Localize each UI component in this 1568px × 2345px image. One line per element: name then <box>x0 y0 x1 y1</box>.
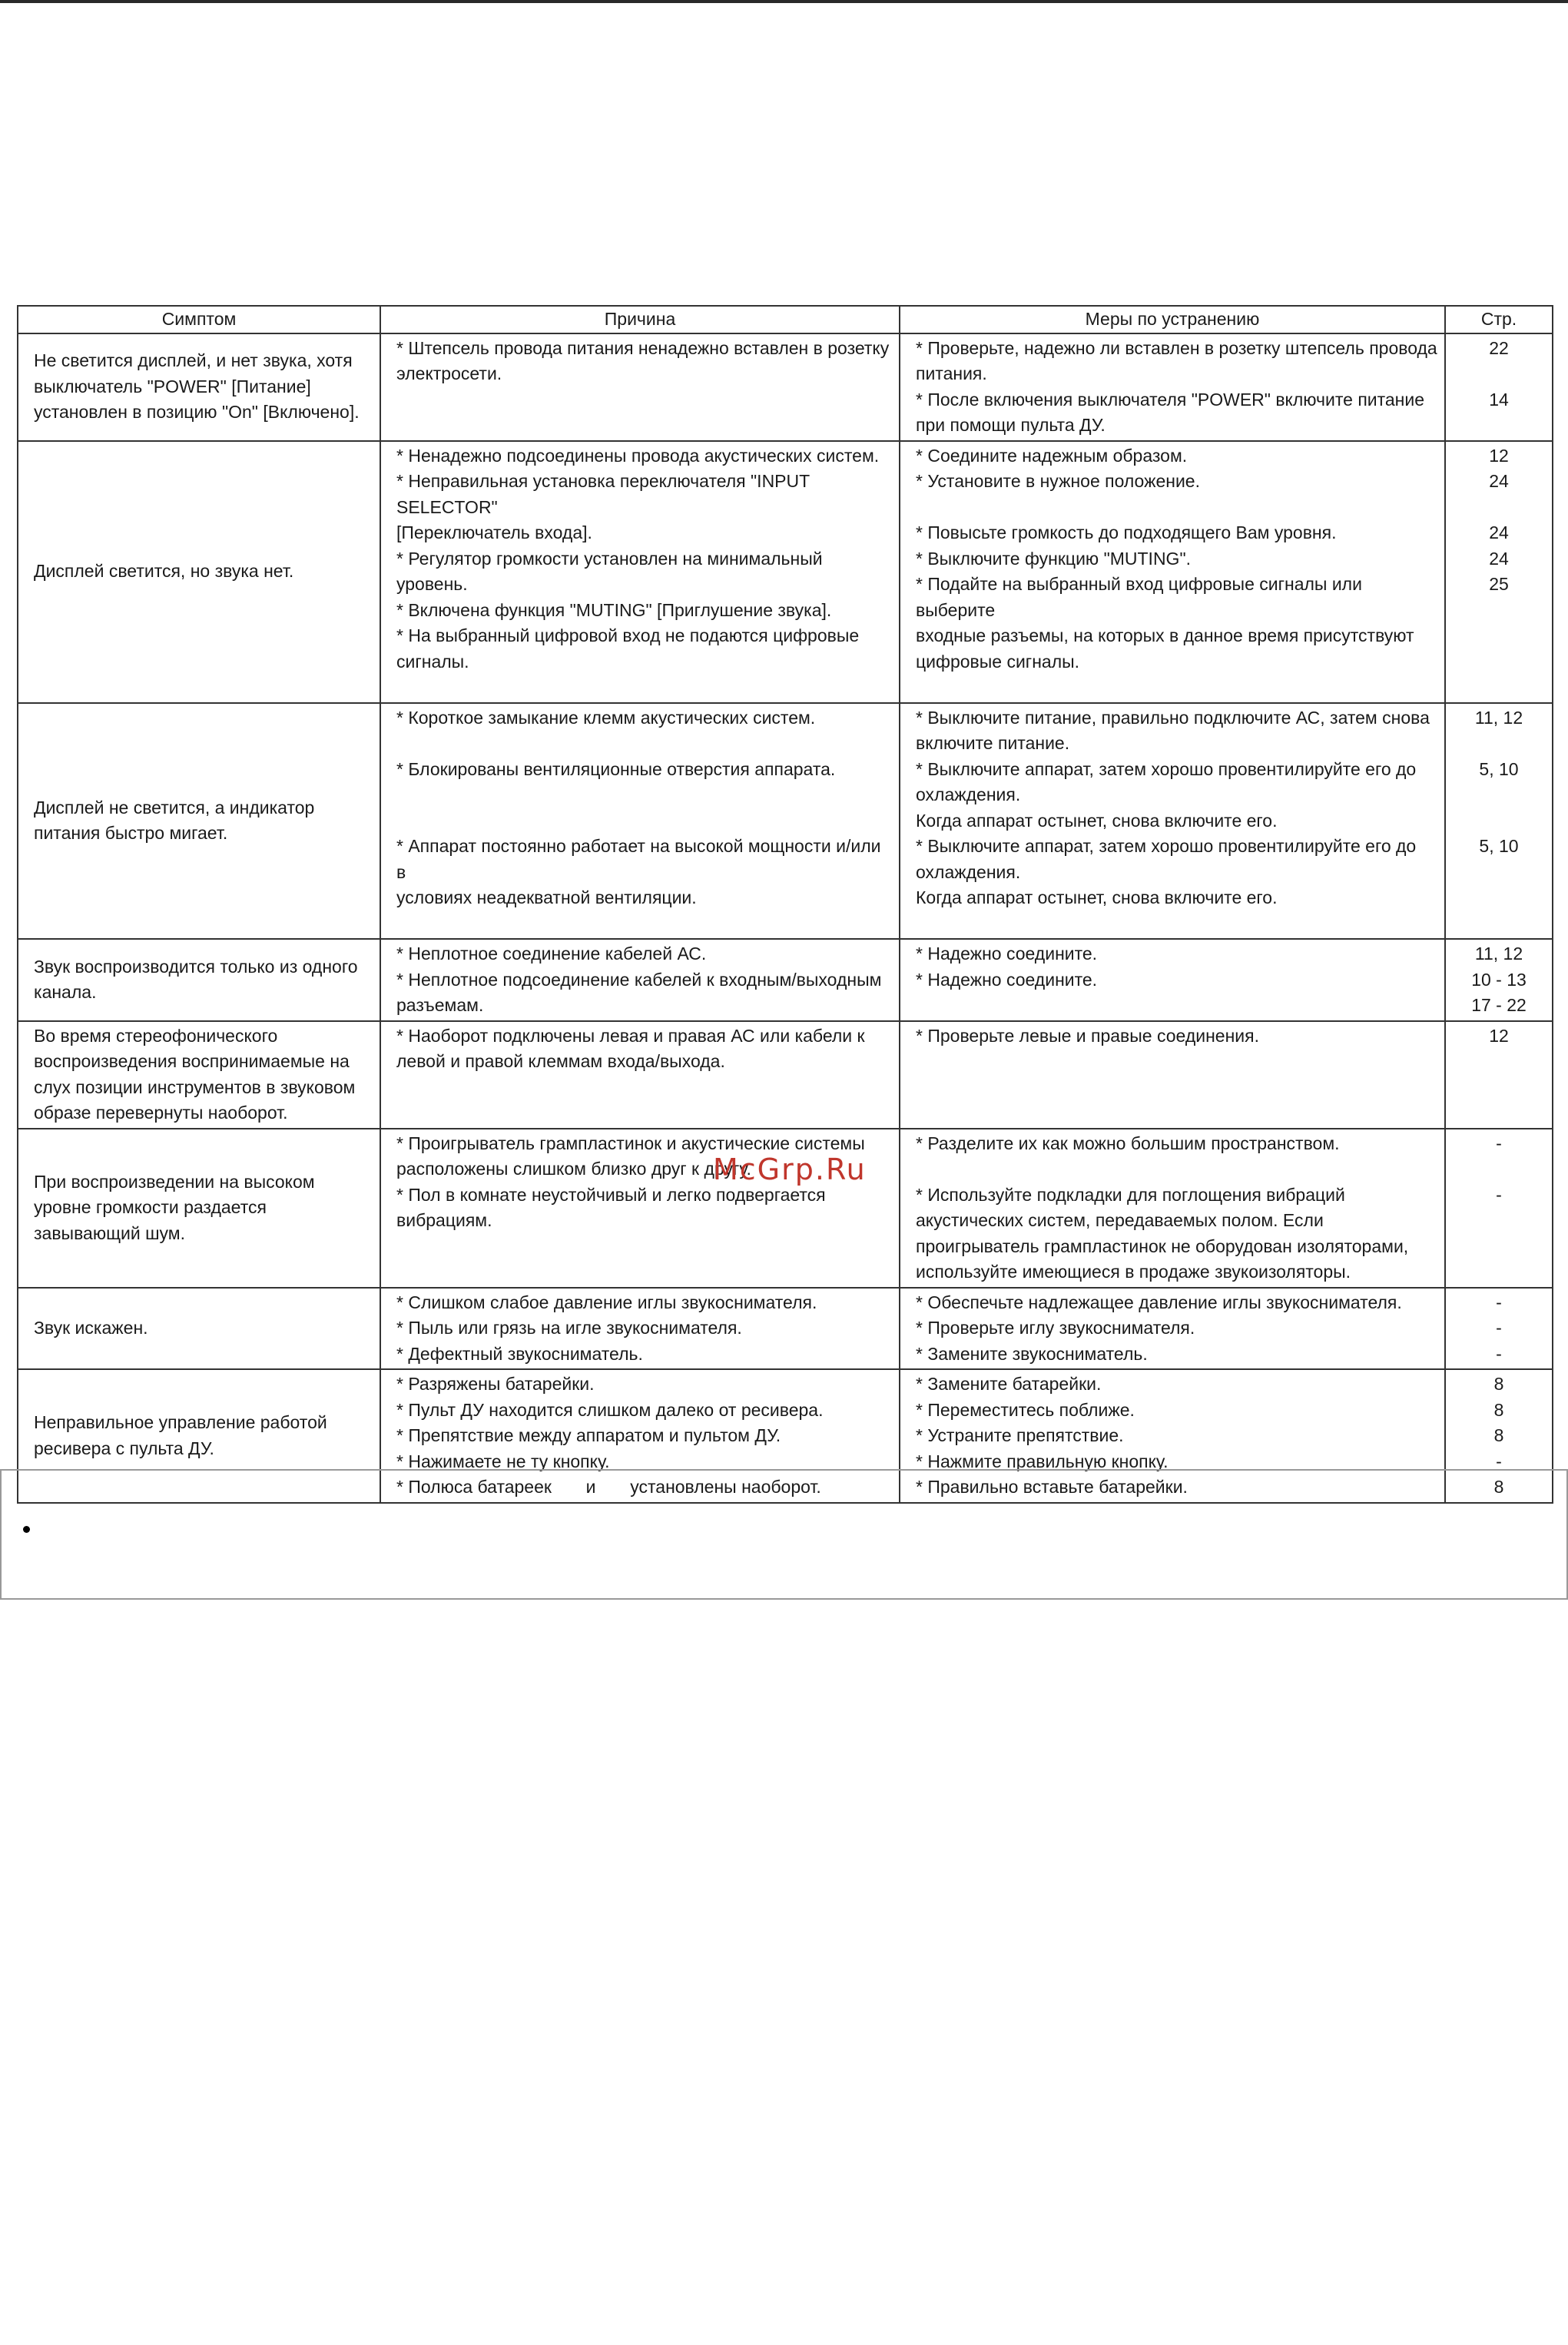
page-line <box>1449 361 1549 387</box>
cause-line: * Аппарат постоянно работает на высокой мощности и/или в <box>396 836 886 882</box>
remedy-line: * Переместитесь поближе. <box>916 1399 1135 1420</box>
remedy-line: цифровые сигналы. <box>916 651 1080 672</box>
symptom-line: Неправильное управление работой <box>34 1412 327 1433</box>
symptom-line: Звук искажен. <box>34 1318 148 1338</box>
symptom-line: уровне громкости раздается <box>34 1197 267 1218</box>
page-line: 24 <box>1489 522 1509 542</box>
remedy-line: охлаждения. <box>916 784 1021 804</box>
page-line <box>1449 1100 1549 1126</box>
symptom-cell <box>18 441 380 703</box>
cause-line <box>396 782 893 808</box>
page-line: 24 <box>1489 548 1509 569</box>
header-remedy: Меры по устранению <box>900 306 1445 333</box>
table-row <box>18 703 1553 940</box>
remedy-line <box>916 1100 1438 1126</box>
symptom-line: слух позиции инструментов в звуковом <box>34 1076 356 1097</box>
remedy-line: Когда аппарат остынет, снова включите его. <box>916 887 1278 907</box>
symptom-line: завывающий шум. <box>34 1222 185 1243</box>
symptom-line: Во время стереофонического <box>34 1025 278 1046</box>
cause-line <box>396 1100 893 1126</box>
page-line <box>1449 808 1549 834</box>
page-line: 17 - 22 <box>1471 995 1527 1015</box>
cause-line: * Пол в комнате неустойчивый и легко подвергается <box>396 1184 826 1205</box>
symptom-line: Звук воспроизводится только из одного <box>34 956 358 977</box>
page-line: 8 <box>1493 1374 1504 1394</box>
table-header-row <box>18 306 1553 333</box>
remedy-line: * Надежно соедините. <box>916 969 1098 990</box>
header-page: Стр. <box>1445 306 1553 333</box>
remedy-line: * Нажмите правильную кнопку. <box>916 1451 1169 1471</box>
page-line <box>1449 1208 1549 1234</box>
page-line <box>1449 885 1549 911</box>
symptom-line: ресивера с пульта ДУ. <box>34 1438 214 1458</box>
remedy-line: * Разделите их как можно большим пространством. <box>916 1133 1340 1153</box>
cause-line <box>396 1234 893 1260</box>
page-line <box>1449 1234 1549 1260</box>
page-line <box>1449 623 1549 649</box>
page-line: - <box>1496 1184 1502 1205</box>
remedy-line <box>916 993 1438 1019</box>
symptom-line: выключатель "POWER" [Питание] <box>34 376 311 396</box>
cause-line: вибрациям. <box>396 1210 492 1230</box>
symptom-line: При воспроизведении на высоком <box>34 1171 315 1192</box>
remedy-line <box>916 1156 1438 1182</box>
page-line: 11, 12 <box>1474 944 1523 964</box>
symptom-line: установлен в позицию "On" [Включено]. <box>34 402 360 423</box>
troubleshooting-table <box>17 305 1553 1504</box>
cause-cell <box>380 939 900 1021</box>
page-line: - <box>1496 1292 1502 1312</box>
table-row <box>18 1021 1553 1129</box>
remedy-line: * Выключите питание, правильно подключите АС, затем снова <box>916 707 1430 728</box>
table-body <box>18 333 1553 1503</box>
remedy-line: * Правильно вставьте батарейки. <box>916 1477 1188 1497</box>
page-line: - <box>1496 1318 1502 1338</box>
symptom-cell <box>18 1288 380 1370</box>
cause-line: * Полюса батареек и установлены наоборот. <box>396 1477 821 1497</box>
remedy-line: при помощи пульта ДУ. <box>916 415 1106 435</box>
cause-line: * Штепсель провода питания ненадежно вставлен в розетку <box>396 337 890 358</box>
symptom-cell <box>18 1129 380 1288</box>
cause-line: * Неплотное подсоединение кабелей к входным/выходным <box>396 969 882 990</box>
symptom-cell <box>18 333 380 441</box>
cause-cell <box>380 1021 900 1129</box>
remedy-line <box>916 495 1438 521</box>
cause-line <box>396 911 893 937</box>
remedy-line: охлаждения. <box>916 861 1021 882</box>
page-line <box>1449 413 1549 439</box>
watermark: McGrp.Ru <box>713 1153 867 1186</box>
cause-line: * Неплотное соединение кабелей АС. <box>396 944 707 964</box>
remedy-line: используйте имеющиеся в продаже звукоизоляторы. <box>916 1262 1351 1282</box>
cause-line: * Неправильная установка переключателя "INPUT SELECTOR" <box>396 471 815 517</box>
remedy-line: * Замените батарейки. <box>916 1374 1102 1394</box>
cause-line: левой и правой клеммам входа/выхода. <box>396 1051 725 1071</box>
remedy-line: * Надежно соедините. <box>916 944 1098 964</box>
table-row <box>18 333 1553 441</box>
remedy-line: * Повысьте громкость до подходящего Вам уровня. <box>916 522 1337 542</box>
page-cell <box>1445 703 1553 940</box>
remedy-line <box>916 1049 1438 1075</box>
remedy-line: * Проверьте, надежно ли вставлен в розетку штепсель провода <box>916 337 1437 358</box>
remedy-line: * Выключите аппарат, затем хорошо провентилируйте его до <box>916 758 1417 779</box>
remedy-cell <box>900 1129 1445 1288</box>
remedy-line: питания. <box>916 363 987 383</box>
page-line: - <box>1496 1343 1502 1364</box>
symptom-line: Дисплей не светится, а индикатор <box>34 797 315 818</box>
page-line <box>1449 1259 1549 1285</box>
page-cell <box>1445 333 1553 441</box>
cause-line: * Пыль или грязь на игле звукоснимателя. <box>396 1318 742 1338</box>
page-line: 14 <box>1489 389 1509 410</box>
header-cause: Причина <box>380 306 900 333</box>
cause-line <box>396 731 893 757</box>
page-line <box>1449 1075 1549 1101</box>
page-cell <box>1445 939 1553 1021</box>
cause-line <box>396 1075 893 1101</box>
symptom-line: канала. <box>34 982 97 1003</box>
table-row <box>18 1288 1553 1370</box>
remedy-cell <box>900 703 1445 940</box>
page-line: 25 <box>1489 574 1509 594</box>
page-line: 12 <box>1489 1025 1509 1046</box>
remedy-line: акустических систем, передаваемых полом. Если <box>916 1210 1324 1230</box>
symptom-line: образе перевернуты наоборот. <box>34 1103 288 1123</box>
page-line <box>1449 860 1549 886</box>
cause-line: электросети. <box>396 363 502 383</box>
cause-line: разъемам. <box>396 995 484 1015</box>
cause-cell <box>380 703 900 940</box>
cause-cell <box>380 441 900 703</box>
cause-line: * Регулятор громкости установлен на минимальный уровень. <box>396 548 828 594</box>
cause-line: * Разряжены батарейки. <box>396 1374 595 1394</box>
cause-line: * Включена функция "MUTING" [Приглушение звука]. <box>396 599 832 620</box>
page-line: 8 <box>1493 1399 1504 1420</box>
page-line: 24 <box>1489 471 1509 491</box>
cause-line: сигналы. <box>396 651 469 672</box>
remedy-line: * Устраните препятствие. <box>916 1425 1124 1445</box>
cause-line: * Нажимаете не ту кнопку. <box>396 1451 610 1471</box>
page-line <box>1449 782 1549 808</box>
cause-line: * Блокированы вентиляционные отверстия аппарата. <box>396 758 836 779</box>
symptom-cell <box>18 703 380 940</box>
header-symptom: Симптом <box>18 306 380 333</box>
cause-line: * Дефектный звукосниматель. <box>396 1343 643 1364</box>
cause-line: условиях неадекватной вентиляции. <box>396 887 697 907</box>
remedy-line: * Используйте подкладки для поглощения вибраций <box>916 1184 1345 1205</box>
page-cell <box>1445 1021 1553 1129</box>
cause-line: расположены слишком близко друг к другу. <box>396 1159 751 1179</box>
symptom-cell <box>18 1021 380 1129</box>
page-line: - <box>1496 1133 1502 1153</box>
page-line: 11, 12 <box>1474 707 1523 728</box>
page-line <box>1449 495 1549 521</box>
cause-line: * Наоборот подключены левая и правая АС или кабели к <box>396 1025 865 1046</box>
page-line: 22 <box>1489 337 1509 358</box>
cause-cell <box>380 333 900 441</box>
remedy-cell <box>900 1021 1445 1129</box>
remedy-line: проигрыватель грампластинок не оборудован изоляторами, <box>916 1236 1409 1256</box>
page-line <box>1449 1156 1549 1182</box>
page-line <box>1449 731 1549 757</box>
remedy-line: * Проверьте левые и правые соединения. <box>916 1025 1259 1046</box>
cause-line: * Пульт ДУ находится слишком далеко от ресивера. <box>396 1399 824 1420</box>
remedy-cell <box>900 441 1445 703</box>
cause-line <box>396 1259 893 1285</box>
cause-line: * Препятствие между аппаратом и пультом ДУ. <box>396 1425 781 1445</box>
cause-line <box>396 413 893 439</box>
page-line <box>1449 1049 1549 1075</box>
symptom-cell <box>18 939 380 1021</box>
table-row <box>18 441 1553 703</box>
remedy-cell <box>900 1288 1445 1370</box>
remedy-line: включите питание. <box>916 733 1070 753</box>
symptom-line: Не светится дисплей, и нет звука, хотя <box>34 350 353 371</box>
cause-line: * Ненадежно подсоединены провода акустических систем. <box>396 445 880 466</box>
remedy-line: * Обеспечьте надлежащее давление иглы звукоснимателя. <box>916 1292 1402 1312</box>
page-cell <box>1445 441 1553 703</box>
remedy-line: * После включения выключателя "POWER" включите питание <box>916 389 1425 410</box>
cause-cell <box>380 1288 900 1370</box>
page-line: 12 <box>1489 445 1509 466</box>
remedy-line: * Проверьте иглу звукоснимателя. <box>916 1318 1195 1338</box>
remedy-line: * Выключите функцию "MUTING". <box>916 548 1192 569</box>
page-line: - <box>1496 1451 1502 1471</box>
page-line: 10 - 13 <box>1471 969 1527 990</box>
cause-line <box>396 387 893 413</box>
cause-line <box>396 808 893 834</box>
page-line: 8 <box>1493 1477 1504 1497</box>
page-cell <box>1445 1288 1553 1370</box>
remedy-line: * Выключите аппарат, затем хорошо провентилируйте его до <box>916 836 1417 856</box>
remedy-line: * Подайте на выбранный вход цифровые сигналы или выберите <box>916 574 1367 620</box>
page-cell <box>1445 1129 1553 1288</box>
cause-line: [Переключатель входа]. <box>396 522 592 542</box>
bullet-dot <box>23 1526 30 1533</box>
symptom-line: воспроизведения воспринимаемые на <box>34 1051 350 1071</box>
remedy-line: * Соедините надежным образом. <box>916 445 1188 466</box>
symptom-line: Дисплей светится, но звука нет. <box>34 561 294 582</box>
cause-line: * Короткое замыкание клемм акустических систем. <box>396 707 816 728</box>
table-row <box>18 939 1553 1021</box>
cause-line: * На выбранный цифровой вход не подаются цифровые <box>396 625 860 645</box>
cause-line: * Проигрыватель грампластинок и акустические системы <box>396 1133 865 1153</box>
cause-line: * Слишком слабое давление иглы звукоснимателя. <box>396 1292 817 1312</box>
page-line: 5, 10 <box>1479 758 1519 779</box>
remedy-line <box>916 1075 1438 1101</box>
symptom-line: питания быстро мигает. <box>34 823 228 844</box>
page-line <box>1449 598 1549 624</box>
remedy-cell <box>900 333 1445 441</box>
remedy-cell <box>900 939 1445 1021</box>
remedy-line: * Установите в нужное положение. <box>916 471 1200 491</box>
page-line: 5, 10 <box>1479 836 1519 856</box>
cause-line <box>396 675 893 701</box>
remedy-line: * Замените звукосниматель. <box>916 1343 1148 1364</box>
remedy-line: Когда аппарат остынет, снова включите его. <box>916 810 1278 831</box>
notice-box <box>0 1469 1568 1600</box>
page-line: 8 <box>1493 1425 1504 1445</box>
top-rule <box>0 0 1568 3</box>
remedy-line: входные разъемы, на которых в данное время присутствуют <box>916 625 1414 645</box>
